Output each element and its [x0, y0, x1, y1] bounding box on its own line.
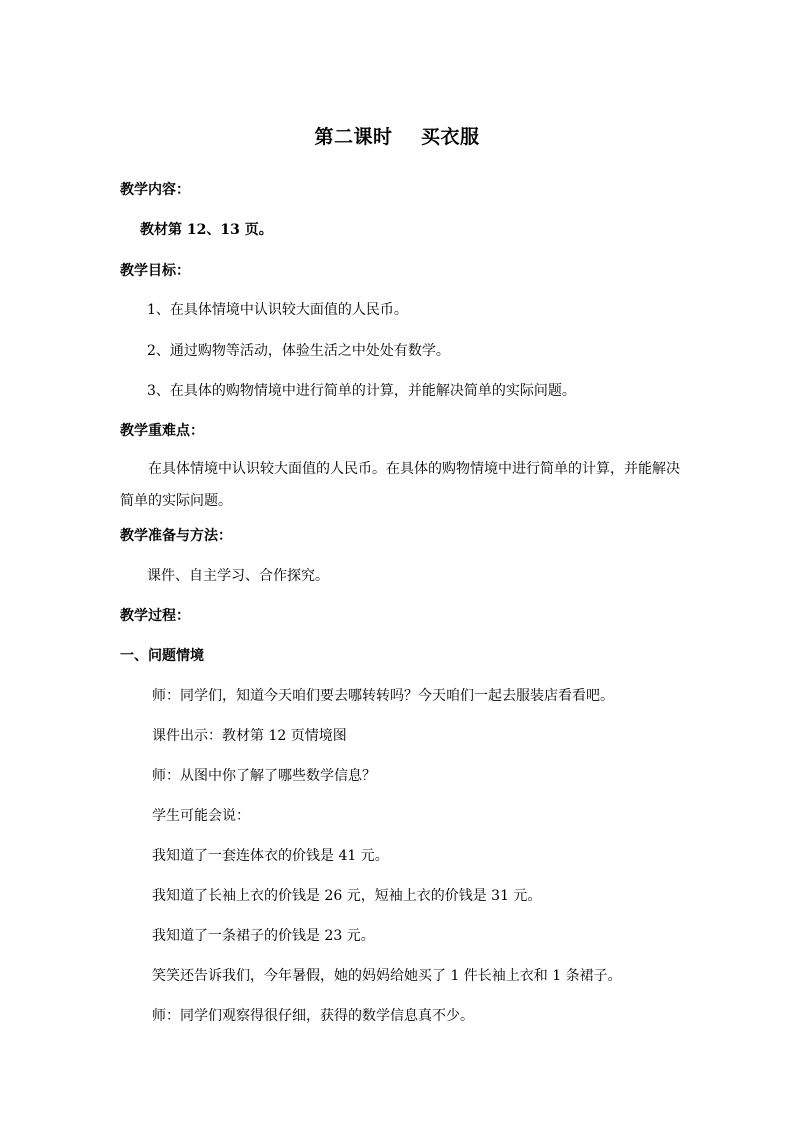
prep-heading: 教学准备与方法： — [120, 528, 232, 544]
process-line: 学生可能会说： — [152, 808, 250, 824]
process-heading: 教学过程： — [120, 608, 190, 624]
section1-heading: 一、问题情境 — [120, 648, 204, 664]
keypoints-heading: 教学重难点： — [120, 423, 204, 439]
process-line: 笑笑还告诉我们，今年暑假，她的妈妈给她买了 1 件长袖上衣和 1 条裙子。 — [152, 968, 622, 984]
process-line: 师：同学们观察得很仔细，获得的数学信息真不少。 — [152, 1008, 474, 1024]
goal-item: 3、在具体的购物情境中进行简单的计算，并能解决简单的实际问题。 — [147, 383, 576, 399]
process-line: 我知道了一条裙子的价钱是 23 元。 — [152, 928, 375, 944]
keypoints-text: 在具体情境中认识较大面值的人民币。在具体的购物情境中进行简单的计算，并能解决简单的实际问题。 — [120, 461, 680, 509]
lesson-title: 第二课时 买衣服 — [314, 126, 480, 148]
process-line: 我知道了一套连体衣的价钱是 41 元。 — [152, 848, 389, 864]
content-text: 教材第 12、13 页。 — [140, 222, 273, 238]
content-heading: 教学内容： — [120, 182, 190, 198]
prep-text: 课件、自主学习、合作探究。 — [147, 568, 329, 584]
goals-heading: 教学目标： — [120, 263, 190, 279]
process-line: 师：从图中你了解了哪些数学信息？ — [152, 768, 376, 784]
goal-item: 2、通过购物等活动，体验生活之中处处有数学。 — [147, 343, 450, 359]
process-line: 课件出示：教材第 12 页情境图 — [152, 728, 347, 744]
process-line: 师：同学们，知道今天咱们要去哪转转吗？今天咱们一起去服装店看看吧。 — [152, 688, 614, 704]
goal-item: 1、在具体情境中认识较大面值的人民币。 — [147, 302, 408, 318]
process-line: 我知道了长袖上衣的价钱是 26 元，短袖上衣的价钱是 31 元。 — [152, 888, 542, 904]
